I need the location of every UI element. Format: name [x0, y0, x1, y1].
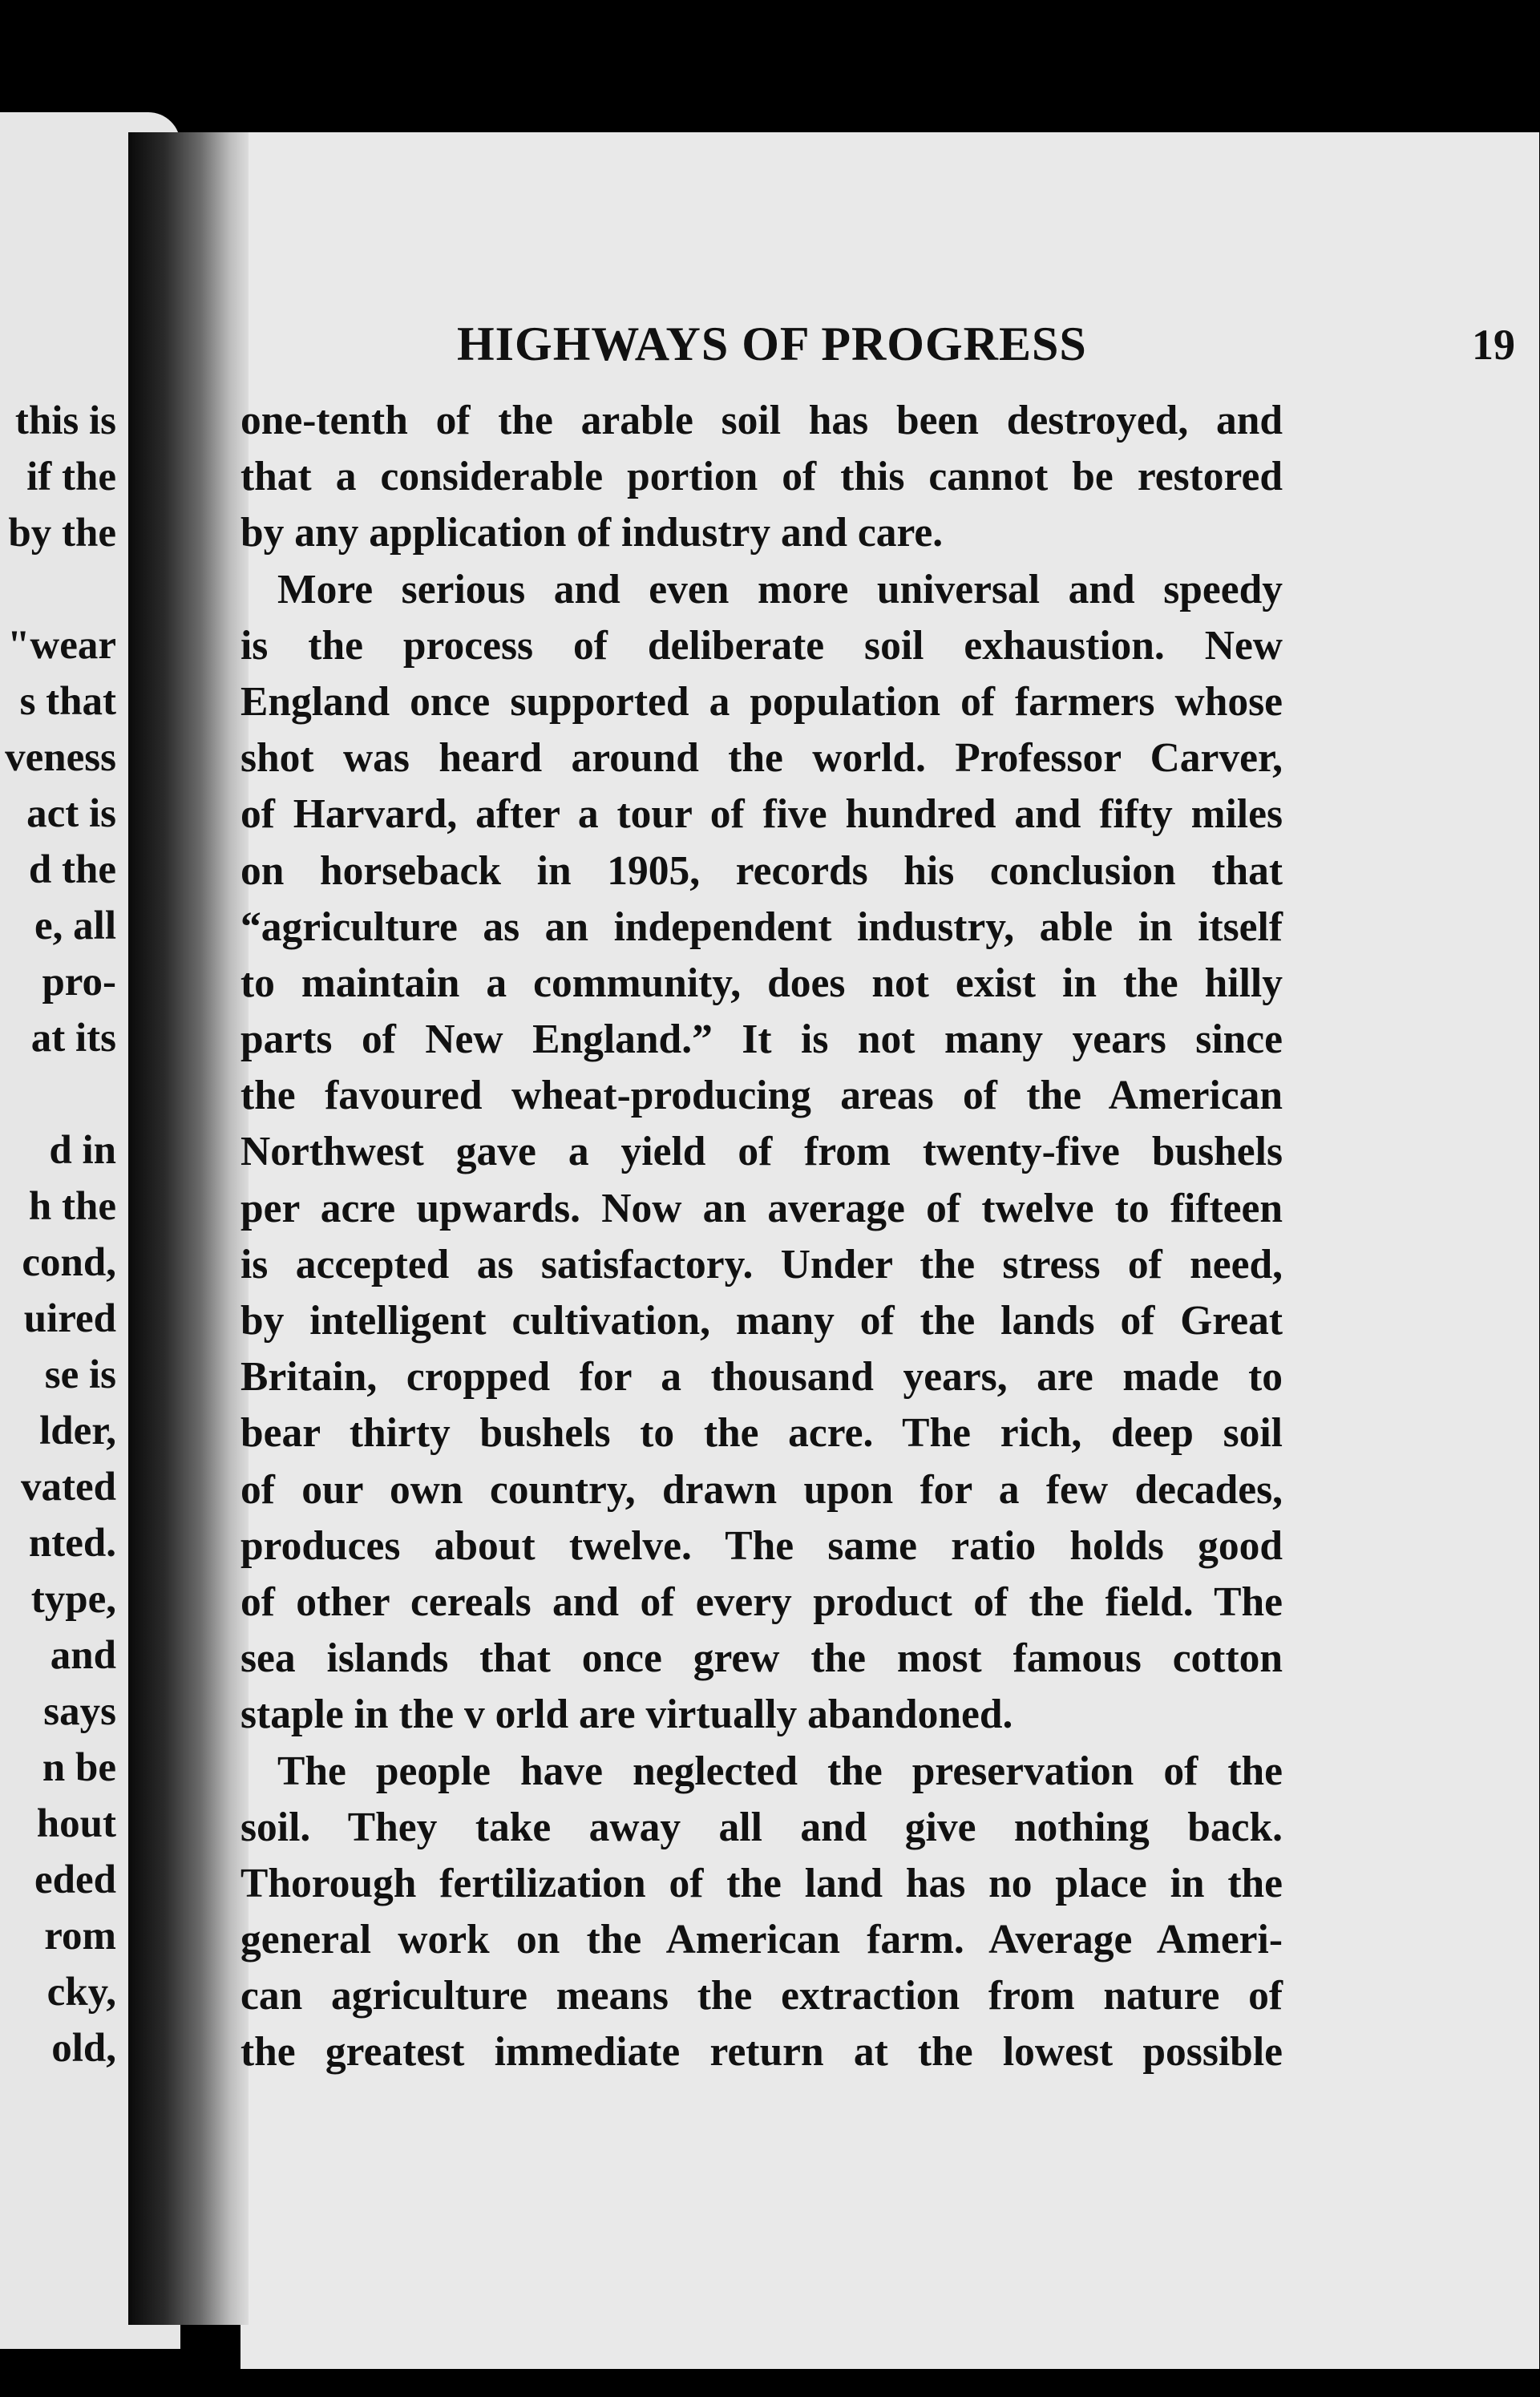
left-page-line: uired [23, 1296, 116, 1341]
left-page-line: at its [30, 1016, 116, 1061]
body-text [240, 393, 1283, 2081]
left-page-line: if the [26, 455, 116, 499]
left-page-line: lder, [39, 1409, 116, 1453]
left-page-line: this is [14, 398, 116, 443]
left-page-line: d the [28, 847, 116, 892]
text-line: of other cereals and of every product of the field. The [240, 1578, 1283, 1625]
left-page-line: old, [51, 2026, 116, 2071]
page-header [457, 309, 1523, 373]
text-line: by intelligent cultivation, many of the lands of Great [240, 1298, 1283, 1344]
left-page-line: hout [36, 1801, 116, 1846]
left-page-line: type, [30, 1577, 116, 1622]
left-page-line: e, all [34, 903, 116, 948]
left-page-line: se is [44, 1352, 116, 1397]
left-page-line: pro- [42, 960, 116, 1004]
left-page-line: act is [26, 791, 116, 836]
text-line: on horseback in 1905, records his conclusion that [240, 847, 1283, 894]
text-line: the greatest immediate return at the lowest possible [240, 2029, 1283, 2076]
text-line: parts of New England.” It is not many years since [240, 1017, 1283, 1063]
text-line: one-tenth of the arable soil has been destroyed, and [240, 398, 1283, 443]
left-page-line: nted. [28, 1521, 116, 1566]
page-number: 19 [1472, 321, 1515, 369]
text-line: “agriculture as an independent industry, able in itself [240, 903, 1283, 950]
left-page-line: vated [21, 1465, 116, 1510]
text-line: Northwest gave a yield of from twenty-five bushels [240, 1129, 1283, 1175]
text-line: England once supported a population of farmers whose [240, 678, 1283, 725]
left-page-line: s that [19, 679, 116, 724]
left-page-line: rom [44, 1914, 116, 1958]
text-line: can agriculture means the extraction from nature of [240, 1973, 1283, 2019]
text-line: More serious and even more universal and speedy [277, 566, 1283, 612]
text-line: staple in the v orld are virtually abandoned. [240, 1692, 1013, 1738]
left-page-line: says [43, 1689, 116, 1734]
page-gutter-shadow [128, 132, 249, 2325]
text-line: per acre upwards. Now an average of twelve to fifteen [240, 1185, 1283, 1231]
text-line: of our own country, drawn upon for a few decades, [240, 1466, 1283, 1513]
text-line: the favoured wheat-producing areas of the American [240, 1073, 1283, 1119]
left-page-line: cky, [46, 1970, 116, 2015]
text-line: Thorough fertilization of the land has no place in the [240, 1860, 1283, 1906]
text-line: by any application of industry and care. [240, 510, 944, 556]
text-line: general work on the American farm. Average Ameri- [240, 1917, 1283, 1963]
text-line: is the process of deliberate soil exhaustion. New [240, 622, 1283, 669]
left-page-line: eded [34, 1857, 116, 1902]
text-line: sea islands that once grew the most famous cotton [240, 1635, 1283, 1682]
text-line: produces about twelve. The same ratio holds good [240, 1522, 1283, 1569]
left-page-line: and [50, 1633, 116, 1678]
left-page-line: "wear [7, 623, 116, 668]
left-page-line: veness [5, 735, 116, 780]
left-page-line: by the [8, 511, 116, 556]
text-line: bear thirty bushels to the acre. The rich, deep soil [240, 1410, 1283, 1457]
left-page-line: h the [28, 1184, 116, 1229]
left-page-line: n be [42, 1745, 116, 1790]
text-line: soil. They take away all and give nothing back. [240, 1804, 1283, 1850]
text-line: of Harvard, after a tour of five hundred and fifty miles [240, 791, 1283, 838]
running-head: HIGHWAYS OF PROGRESS [457, 317, 1087, 370]
left-page-line: d in [49, 1128, 116, 1173]
text-line: Britain, cropped for a thousand years, are made to [240, 1354, 1283, 1401]
text-line: is accepted as satisfactory. Under the stress of need, [240, 1241, 1283, 1287]
text-line: shot was heard around the world. Professor Carver, [240, 735, 1283, 782]
text-line: The people have neglected the preservation of the [277, 1748, 1283, 1794]
text-line: that a considerable portion of this cannot be restored [240, 454, 1283, 500]
text-line: to maintain a community, does not exist in the hilly [240, 960, 1283, 1006]
left-page-line: cond, [22, 1240, 116, 1285]
